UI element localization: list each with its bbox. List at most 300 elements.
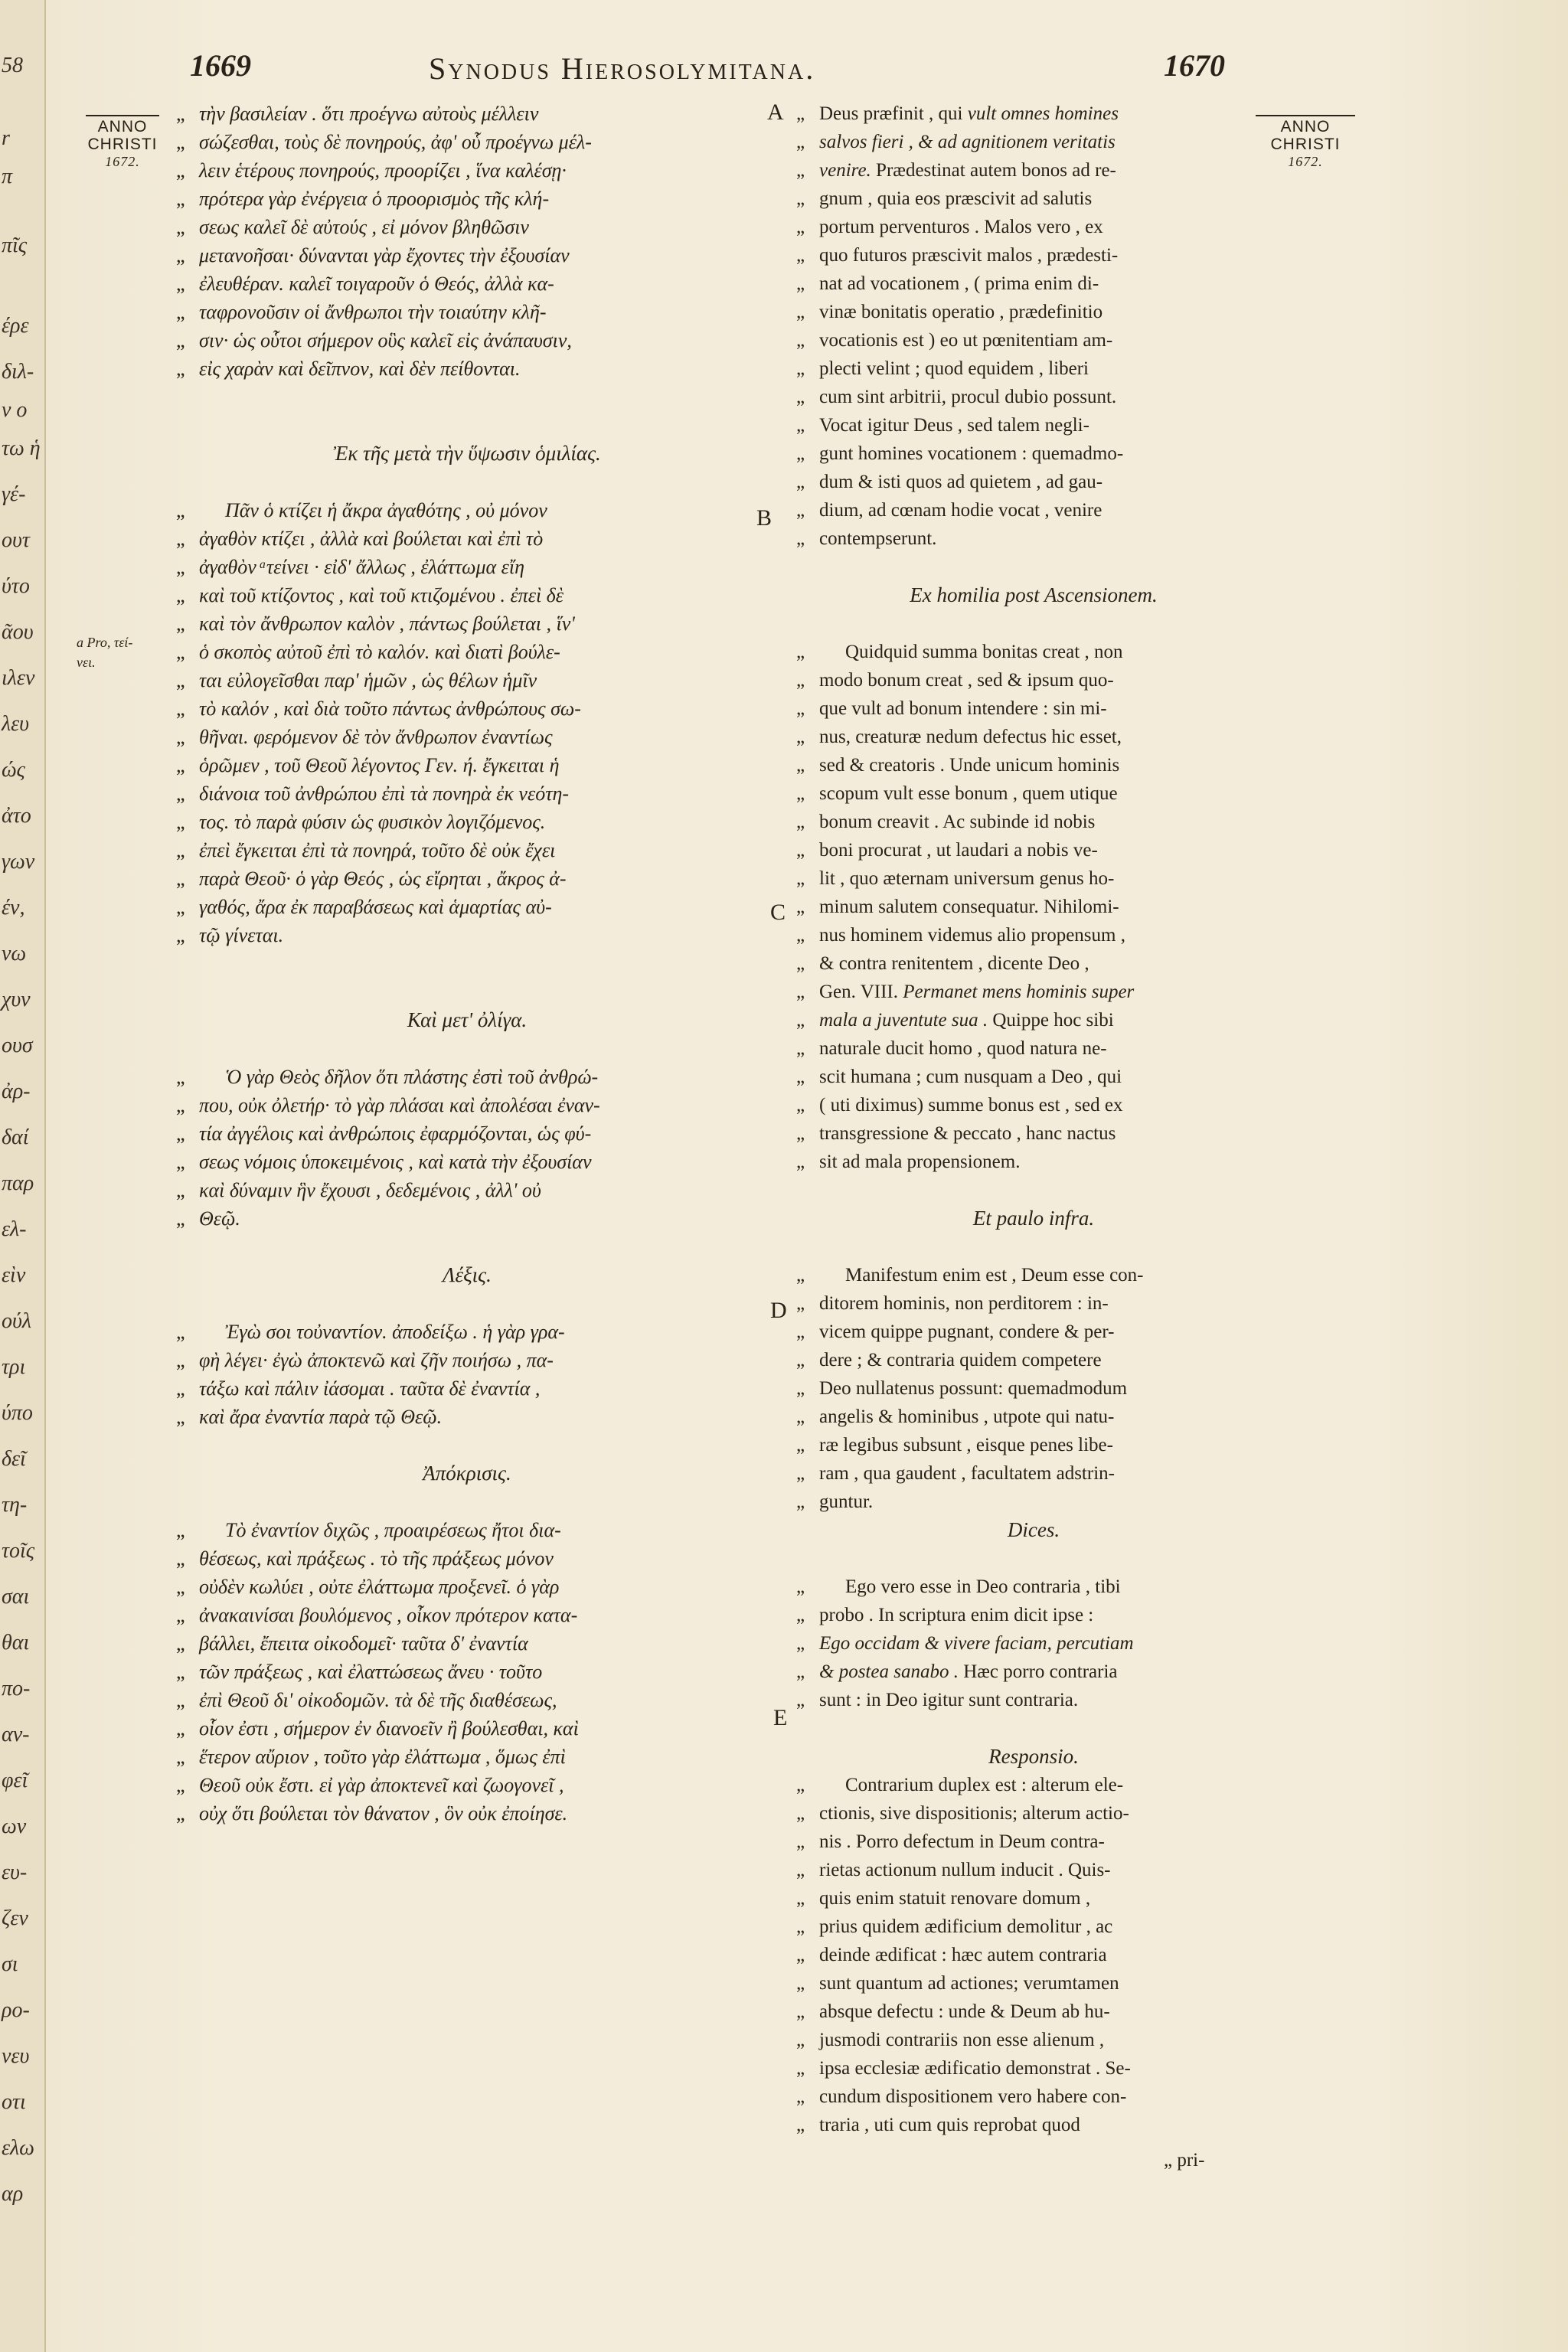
greek-line (176, 1516, 758, 1544)
line-text: ipsa ecclesiæ ædificatio demonstrat . Se- (819, 2058, 1131, 2079)
greek-line (176, 1148, 758, 1176)
latin-line (796, 751, 1271, 779)
line-text: dere ; & contraria quidem competere (819, 1350, 1102, 1370)
quote-mark: „ (176, 924, 185, 946)
facing-fragment: γων (2, 850, 35, 874)
line-text: Contrarium duplex est : alterum ele- (845, 1775, 1124, 1795)
latin-line (796, 1431, 1271, 1459)
line-text: naturale ducit homo , quod natura ne- (819, 1038, 1107, 1059)
facing-fragment: φεῖ (2, 1769, 28, 1792)
facing-fragment: θαι (2, 1631, 30, 1655)
line-text: Deus præfinit , qui vult omnes homines (819, 103, 1119, 124)
facing-fragment: ύπο (2, 1401, 33, 1425)
quote-mark: „ (796, 812, 805, 832)
quote-mark: „ (796, 1491, 805, 1512)
latin-line (796, 1289, 1271, 1318)
quote-mark: „ (796, 1775, 805, 1795)
line-text: sit ad mala propensionem. (819, 1152, 1021, 1172)
facing-fragment: ν ο (2, 398, 28, 422)
latin-line (796, 156, 1271, 185)
facing-fragment: δεῖ (2, 1447, 26, 1471)
line-text: prius quidem ædificium demolitur , ac (819, 1916, 1113, 1937)
quote-mark: „ (796, 1973, 805, 1994)
greek-line (176, 1658, 758, 1686)
quote-mark: „ (176, 1746, 185, 1768)
quote-mark: „ (796, 1831, 805, 1852)
quote-mark: „ (796, 2058, 805, 2079)
line-text: vicem quippe pugnant, condere & per- (819, 1321, 1115, 1342)
quote-mark: „ (176, 782, 185, 805)
quote-mark: „ (176, 244, 185, 266)
latin-line (796, 836, 1271, 864)
facing-fragment: ευ- (2, 1860, 28, 1884)
line-text: dium, ad cœnam hodie vocat , venire (819, 500, 1102, 521)
spacer (176, 1233, 758, 1261)
facing-fragment: γέ- (2, 482, 26, 506)
quote-mark: „ (796, 1095, 805, 1116)
latin-line (796, 1459, 1271, 1488)
greek-line (176, 1743, 758, 1771)
greek-line (176, 808, 758, 836)
line-text: dum & isti quos ad quietem , ad gau- (819, 472, 1103, 492)
line-text: οὐχ ὅτι βούλεται τὸν θάνατον , ὃν οὐκ ἐποίησε. (199, 1802, 568, 1824)
quote-mark: „ (176, 1066, 185, 1088)
latin-line (796, 1148, 1271, 1176)
latin-line (796, 1403, 1271, 1431)
line-text: τῷ γίνεται. (199, 924, 284, 946)
line-text: venire. Prædestinat autem bonos ad re- (819, 160, 1116, 181)
quote-mark: „ (176, 1179, 185, 1201)
latin-line (796, 1998, 1271, 2026)
line-text: & contra renitentem , dicente Deo , (819, 953, 1089, 974)
line-text: ὁρῶμεν , τοῦ Θεοῦ λέγοντος Γεν. ή. ἔγκειται ἡ (199, 754, 560, 776)
line-text: λειν ἑτέρους πονηρούς, προορίζει , ἵνα καλέσῃ· (199, 159, 567, 181)
facing-fragment: τρι (2, 1355, 26, 1379)
spacer (796, 1233, 1271, 1261)
line-text: modo bonum creat , sed & ipsum quo- (819, 670, 1114, 691)
line-text: οὐδὲν κωλύει , οὐτε ἐλάττωμα προξενεῖ. ὁ γὰρ (199, 1576, 560, 1598)
quote-mark: „ (176, 1802, 185, 1824)
section-mark-b: B (756, 505, 773, 531)
greek-line (176, 921, 758, 949)
quote-mark: „ (796, 1690, 805, 1710)
facing-fragment: αν- (2, 1723, 30, 1746)
quote-mark: „ (176, 1604, 185, 1626)
facing-fragment: σι (2, 1952, 18, 1976)
line-text: cum sint arbitrii, procul dubio possunt. (819, 387, 1117, 407)
line-text: bonum creavit . Ac subinde id nobis (819, 812, 1096, 832)
line-text: minum salutem consequatur. Nihilomi- (819, 897, 1119, 917)
greek-line (176, 666, 758, 694)
facing-fragment: οτι (2, 2090, 26, 2114)
line-text: Θεοῦ οὐκ ἔστι. εἰ γὰρ ἀποκτενεῖ καὶ ζωογονεῖ , (199, 1774, 564, 1796)
line-text: ἀγαθὸν ͣ τείνει · εἰδ' ἄλλως , ἐλάττωμα εἴη (199, 556, 525, 578)
quote-mark: „ (176, 867, 185, 890)
year-label: 1672. (1288, 154, 1323, 169)
greek-line (176, 779, 758, 808)
latin-line (796, 1346, 1271, 1374)
quote-mark: „ (796, 358, 805, 379)
greek-line (176, 609, 758, 638)
line-text: sunt quantum ad actiones; verumtamen (819, 1973, 1119, 1994)
line-text: guntur. (819, 1491, 874, 1512)
line-text: οἷον ἐστι , σήμερον ἐν διανοεῖν ἢ βούλεσθαι, καὶ (199, 1717, 579, 1740)
quote-mark: „ (176, 188, 185, 210)
line-text: mala a juventute sua . Quippe hoc sibi (819, 1010, 1114, 1031)
quote-mark: „ (796, 2086, 805, 2107)
latin-line (796, 1091, 1271, 1119)
quote-mark: „ (176, 1207, 185, 1230)
line-text: καὶ τὸν ἄνθρωπον καλὸν , πάντως βούλεται , ἵν' (199, 612, 575, 635)
line-text: ram , qua gaudent , facultatem adstrin- (819, 1463, 1115, 1484)
facing-fragment: ουσ (2, 1034, 33, 1057)
latin-line (796, 100, 1271, 128)
quote-mark: „ (176, 528, 185, 550)
quote-mark: „ (796, 1293, 805, 1314)
line-text: contempserunt. (819, 528, 937, 549)
latin-line (796, 1686, 1271, 1714)
line-text: lit , quo æternam universum genus ho- (819, 868, 1115, 889)
line-text: deinde ædificat : hæc autem contraria (819, 1945, 1107, 1965)
line-text: σεως νόμοις ὑποκειμένοις , καὶ κατὰ τὴν ἐξουσίαν (199, 1151, 592, 1173)
quote-mark: „ (796, 1860, 805, 1880)
greek-line (176, 1346, 758, 1374)
quote-mark: „ (176, 1094, 185, 1116)
anno-label: ANNO (1280, 118, 1331, 136)
latin-line (796, 864, 1271, 893)
line-text: portum perventuros . Malos vero , ex (819, 217, 1103, 237)
page-number-right: 1670 (1164, 48, 1225, 83)
quote-mark: „ (796, 1633, 805, 1654)
greek-heading: Ἐκ τῆς μετὰ τὴν ὕψωσιν ὁμιλίας. (333, 442, 601, 465)
section-mark-d: D (770, 1298, 787, 1323)
facing-fragment: δαί (2, 1125, 29, 1149)
year-label: 1672. (105, 154, 140, 169)
latin-line (796, 808, 1271, 836)
quote-mark: „ (176, 358, 185, 380)
greek-line (176, 1544, 758, 1573)
facing-fragment: τη- (2, 1493, 28, 1517)
line-text: Ἐγὼ σοι τοὐναντίον. ἀποδείξω . ἡ γὰρ γρα- (225, 1321, 565, 1343)
spacer (176, 1431, 758, 1459)
catchword: „ pri- (1164, 2150, 1205, 2171)
latin-line (796, 354, 1271, 383)
facing-fragment: λευ (2, 712, 30, 736)
quote-mark: „ (176, 896, 185, 918)
latin-line (796, 1941, 1271, 1969)
greek-line (176, 1601, 758, 1629)
page-number-left: 1669 (190, 48, 251, 83)
line-text: θῆναι. φερόμενον δὲ τὸν ἄνθρωπον ἐναντίως (199, 726, 553, 748)
latin-line (796, 2054, 1271, 2082)
quote-mark: „ (176, 1576, 185, 1598)
quote-mark: „ (176, 1547, 185, 1570)
latin-line (796, 1969, 1271, 1998)
quote-mark: „ (796, 500, 805, 521)
facing-fragment: ύτο (2, 574, 30, 598)
latin-line (796, 241, 1271, 270)
quote-mark: „ (176, 811, 185, 833)
facing-fragment: ελ- (2, 1217, 27, 1241)
greek-heading: Λέξις. (443, 1263, 492, 1286)
quote-mark: „ (176, 159, 185, 181)
line-text: πρότερα γὰρ ἐνέργεια ὁ προορισμὸς τῆς κλή- (199, 188, 550, 210)
section-mark-e: E (773, 1705, 788, 1730)
greek-heading: Ἀπόκρισις. (423, 1462, 511, 1485)
latin-line (796, 1063, 1271, 1091)
greek-line (176, 1799, 758, 1828)
quote-mark: „ (176, 1661, 185, 1683)
quote-mark: „ (796, 840, 805, 861)
facing-fragment: εὶν (2, 1263, 26, 1287)
quote-mark: „ (176, 1377, 185, 1400)
line-text: salvos fieri , & ad agnitionem veritatis (819, 132, 1116, 152)
facing-fragment: ἀρ- (2, 1080, 31, 1103)
latin-line (796, 1629, 1271, 1658)
latin-line (796, 2026, 1271, 2054)
quote-mark: „ (176, 131, 185, 153)
facing-fragment: ουτ (2, 528, 30, 552)
line-text: φὴ λέγει· ἐγὼ ἀποκτενῶ καὶ ζῆν ποιήσω , πα- (199, 1349, 554, 1371)
quote-mark: „ (176, 584, 185, 606)
latin-line (796, 1658, 1271, 1686)
greek-line (176, 638, 758, 666)
line-text: gnum , quia eos præscivit ad salutis (819, 188, 1093, 209)
latin-line (796, 1799, 1271, 1828)
latin-heading: Dices. (1007, 1518, 1060, 1541)
line-text: ctionis, sive dispositionis; alterum actio- (819, 1803, 1129, 1824)
latin-line (796, 2111, 1271, 2139)
quote-mark: „ (796, 1661, 805, 1682)
greek-line (176, 1318, 758, 1346)
facing-fragment: ιλεν (2, 666, 35, 690)
spacer (176, 1488, 758, 1516)
latin-line (796, 949, 1271, 978)
spacer (796, 1544, 1271, 1573)
latin-line (796, 893, 1271, 921)
quote-mark: „ (796, 415, 805, 436)
latin-line (796, 1601, 1271, 1629)
quote-mark: „ (176, 1774, 185, 1796)
quote-mark: „ (796, 1378, 805, 1399)
latin-line (796, 1006, 1271, 1034)
greek-line (176, 213, 758, 241)
line-text: ταφρονοῦσιν οἱ ἄνθρωποι τὴν τοιαύτην κλῆ- (199, 301, 547, 323)
latin-line (796, 411, 1271, 439)
line-text: τία ἀγγέλοις καὶ ἀνθρώποις ἐφαρμόζονται, ὡς φύ- (199, 1122, 592, 1145)
greek-line (176, 1374, 758, 1403)
margin-note: a Pro, τεί- νει. (77, 635, 133, 670)
greek-line (176, 723, 758, 751)
quote-mark: „ (176, 1321, 185, 1343)
spacer (176, 1034, 758, 1063)
line-text: που, οὐκ ὀλετήρ· τὸ γὰρ πλάσαι καὶ ἀπολέσαι ἐναν- (199, 1094, 600, 1116)
line-text: ræ legibus subsunt , eisque penes libe- (819, 1435, 1113, 1455)
quote-mark: „ (796, 1803, 805, 1824)
year-note-left (86, 115, 159, 171)
facing-fragment: χυν (2, 988, 31, 1011)
latin-line (796, 383, 1271, 411)
latin-line (796, 1034, 1271, 1063)
latin-line (796, 1119, 1271, 1148)
quote-mark: „ (176, 1717, 185, 1740)
latin-line (796, 524, 1271, 553)
line-text: σιν· ὡς οὗτοι σήμερον οὓς καλεῖ εἰς ἀνάπαυσιν, (199, 329, 572, 351)
line-text: ἕτερον αὔριον , τοῦτο γὰρ ἐλάττωμα , ὅμως ἐπὶ (199, 1746, 566, 1768)
spacer (176, 949, 758, 1006)
facing-fragment: 58 (2, 54, 23, 77)
greek-line (176, 694, 758, 723)
quote-mark: „ (796, 1406, 805, 1427)
quote-mark: „ (796, 1321, 805, 1342)
spacer (176, 468, 758, 496)
line-text: βάλλει, ἔπειτα οἰκοδομεῖ· ταῦτα δ' ἐναντία (199, 1632, 528, 1655)
latin-line (796, 270, 1271, 298)
quote-mark: „ (796, 132, 805, 152)
latin-line (796, 1573, 1271, 1601)
line-text: Manifestum enim est , Deum esse con- (845, 1265, 1144, 1285)
quote-mark: „ (796, 868, 805, 889)
greek-line (176, 1573, 758, 1601)
line-text: transgressione & peccato , hanc nactus (819, 1123, 1116, 1144)
latin-line (796, 1771, 1271, 1799)
line-text: nus, creaturæ nedum defectus hic esset, (819, 727, 1122, 747)
quote-mark: „ (796, 160, 805, 181)
quote-mark: „ (796, 897, 805, 917)
line-text: τάξω καὶ πάλιν ἰάσομαι . ταῦτα δὲ ἐναντία , (199, 1377, 541, 1400)
quote-mark: „ (796, 1945, 805, 1965)
facing-fragment: ζεν (2, 1906, 28, 1930)
greek-line (176, 1403, 758, 1431)
greek-line (176, 836, 758, 864)
latin-line (796, 1261, 1271, 1289)
spacer (796, 1176, 1271, 1204)
line-text: ἐπεὶ ἔγκειται ἐπὶ τὰ πονηρά, τοῦτο δὲ οὐκ ἔχει (199, 839, 556, 861)
line-text: Θεῷ. (199, 1207, 240, 1230)
line-text: μετανοῆσαι· δύνανται γὰρ ἔχοντες τὴν ἐξουσίαν (199, 244, 570, 266)
line-text: εἰς χαρὰν καὶ δεῖπνον, καὶ δὲν πείθονται. (199, 358, 521, 380)
facing-fragment: ων (2, 1815, 27, 1838)
facing-fragment: πο- (2, 1677, 31, 1700)
quote-mark: „ (176, 216, 185, 238)
quote-mark: „ (176, 612, 185, 635)
quote-mark: „ (796, 330, 805, 351)
line-text: Πᾶν ὁ κτίζει ἡ ἄκρα ἀγαθότης , οὐ μόνον (225, 499, 547, 521)
latin-line (796, 1856, 1271, 1884)
quote-mark: „ (796, 443, 805, 464)
quote-mark: „ (796, 302, 805, 322)
line-text: probo . In scriptura enim dicit ipse : (819, 1605, 1094, 1625)
latin-line (796, 1913, 1271, 1941)
latin-column (796, 100, 1271, 2139)
line-text: τος. τὸ παρὰ φύσιν ὡς φυσικὸν λογιζόμενος. (199, 811, 546, 833)
latin-heading: Ex homilia post Ascensionem. (910, 583, 1158, 606)
facing-fragment: αρ (2, 2182, 24, 2206)
greek-line (176, 241, 758, 270)
line-text: Ὁ γὰρ Θεὸς δῆλον ὅτι πλάστης ἐστὶ τοῦ ἀνθρώ- (225, 1066, 599, 1088)
line-text: ἀνακαινίσαι βουλόμενος , οἶκον πρότερον κατα- (199, 1604, 578, 1626)
greek-line (176, 1686, 758, 1714)
quote-mark: „ (796, 698, 805, 719)
greek-line (176, 1176, 758, 1204)
quote-mark: „ (176, 499, 185, 521)
quote-mark: „ (796, 1010, 805, 1031)
spacer (796, 553, 1271, 581)
latin-line (796, 1828, 1271, 1856)
line-text: ἐλευθέραν. καλεῖ τοιγαροῦν ὁ Θεός, ἀλλὰ κα- (199, 273, 554, 295)
latin-line (796, 921, 1271, 949)
line-text: plecti velint ; quod equidem , liberi (819, 358, 1089, 379)
latin-line (796, 213, 1271, 241)
line-text: καὶ δύναμιν ἣν ἔχουσι , δεδεμένοις , ἀλλ' οὐ (199, 1179, 541, 1201)
latin-line (796, 185, 1271, 213)
spacer (796, 609, 1271, 638)
greek-line (176, 553, 758, 581)
line-text: que vult ad bonum intendere : sin mi- (819, 698, 1107, 719)
facing-fragment: πῖς (2, 234, 28, 257)
quote-mark: „ (796, 528, 805, 549)
latin-line (796, 326, 1271, 354)
quote-mark: „ (176, 697, 185, 720)
greek-line (176, 298, 758, 326)
facing-fragment: ούλ (2, 1309, 31, 1333)
anno-label: ANNO (97, 118, 148, 136)
quote-mark: „ (796, 472, 805, 492)
facing-fragment: ᾶου (2, 620, 34, 644)
line-text: sunt : in Deo igitur sunt contraria. (819, 1690, 1079, 1710)
line-text: & postea sanabo . Hæc porro contraria (819, 1661, 1118, 1682)
quote-mark: „ (176, 273, 185, 295)
quote-mark: „ (796, 217, 805, 237)
greek-line (176, 185, 758, 213)
quote-mark: „ (176, 329, 185, 351)
greek-column (176, 100, 758, 1828)
greek-line (176, 524, 758, 553)
quote-mark: „ (796, 727, 805, 747)
quote-mark: „ (796, 755, 805, 776)
quote-mark: „ (176, 839, 185, 861)
spacer (176, 383, 758, 439)
line-text: traria , uti cum quis reprobat quod (819, 2115, 1080, 2135)
line-text: Ego vero esse in Deo contraria , tibi (845, 1576, 1121, 1597)
quote-mark: „ (796, 1916, 805, 1937)
latin-line (796, 439, 1271, 468)
line-text: σεως καλεῖ δὲ αὐτούς , εἰ μόνον βληθῶσιν (199, 216, 529, 238)
quote-mark: „ (176, 1122, 185, 1145)
quote-mark: „ (176, 103, 185, 125)
greek-line (176, 156, 758, 185)
latin-line (796, 978, 1271, 1006)
quote-mark: „ (176, 754, 185, 776)
section-mark-a: A (767, 100, 784, 125)
line-text: Deo nullatenus possunt: quemadmodum (819, 1378, 1128, 1399)
quote-mark: „ (796, 2115, 805, 2135)
facing-fragment: τοῖς (2, 1539, 35, 1563)
line-text: τὴν βασιλείαν . ὅτι προέγνω αὐτοὺς μέλλειν (199, 103, 539, 125)
quote-mark: „ (796, 1605, 805, 1625)
line-text: σώζεσθαι, τοὺς δὲ πονηρούς, ἀφ' οὗ προέγνω μέλ- (199, 131, 592, 153)
quote-mark: „ (796, 2001, 805, 2022)
line-text: gunt homines vocationem : quemadmo- (819, 443, 1124, 464)
quote-mark: „ (796, 1038, 805, 1059)
line-text: παρὰ Θεοῦ· ὁ γὰρ Θεός , ὡς εἴρηται , ἄκρος ἀ- (199, 867, 567, 890)
greek-line (176, 496, 758, 524)
greek-line (176, 1091, 758, 1119)
facing-fragment: ώς (2, 758, 25, 782)
quote-mark: „ (796, 188, 805, 209)
facing-fragment: σαι (2, 1585, 30, 1609)
quote-mark: „ (176, 726, 185, 748)
